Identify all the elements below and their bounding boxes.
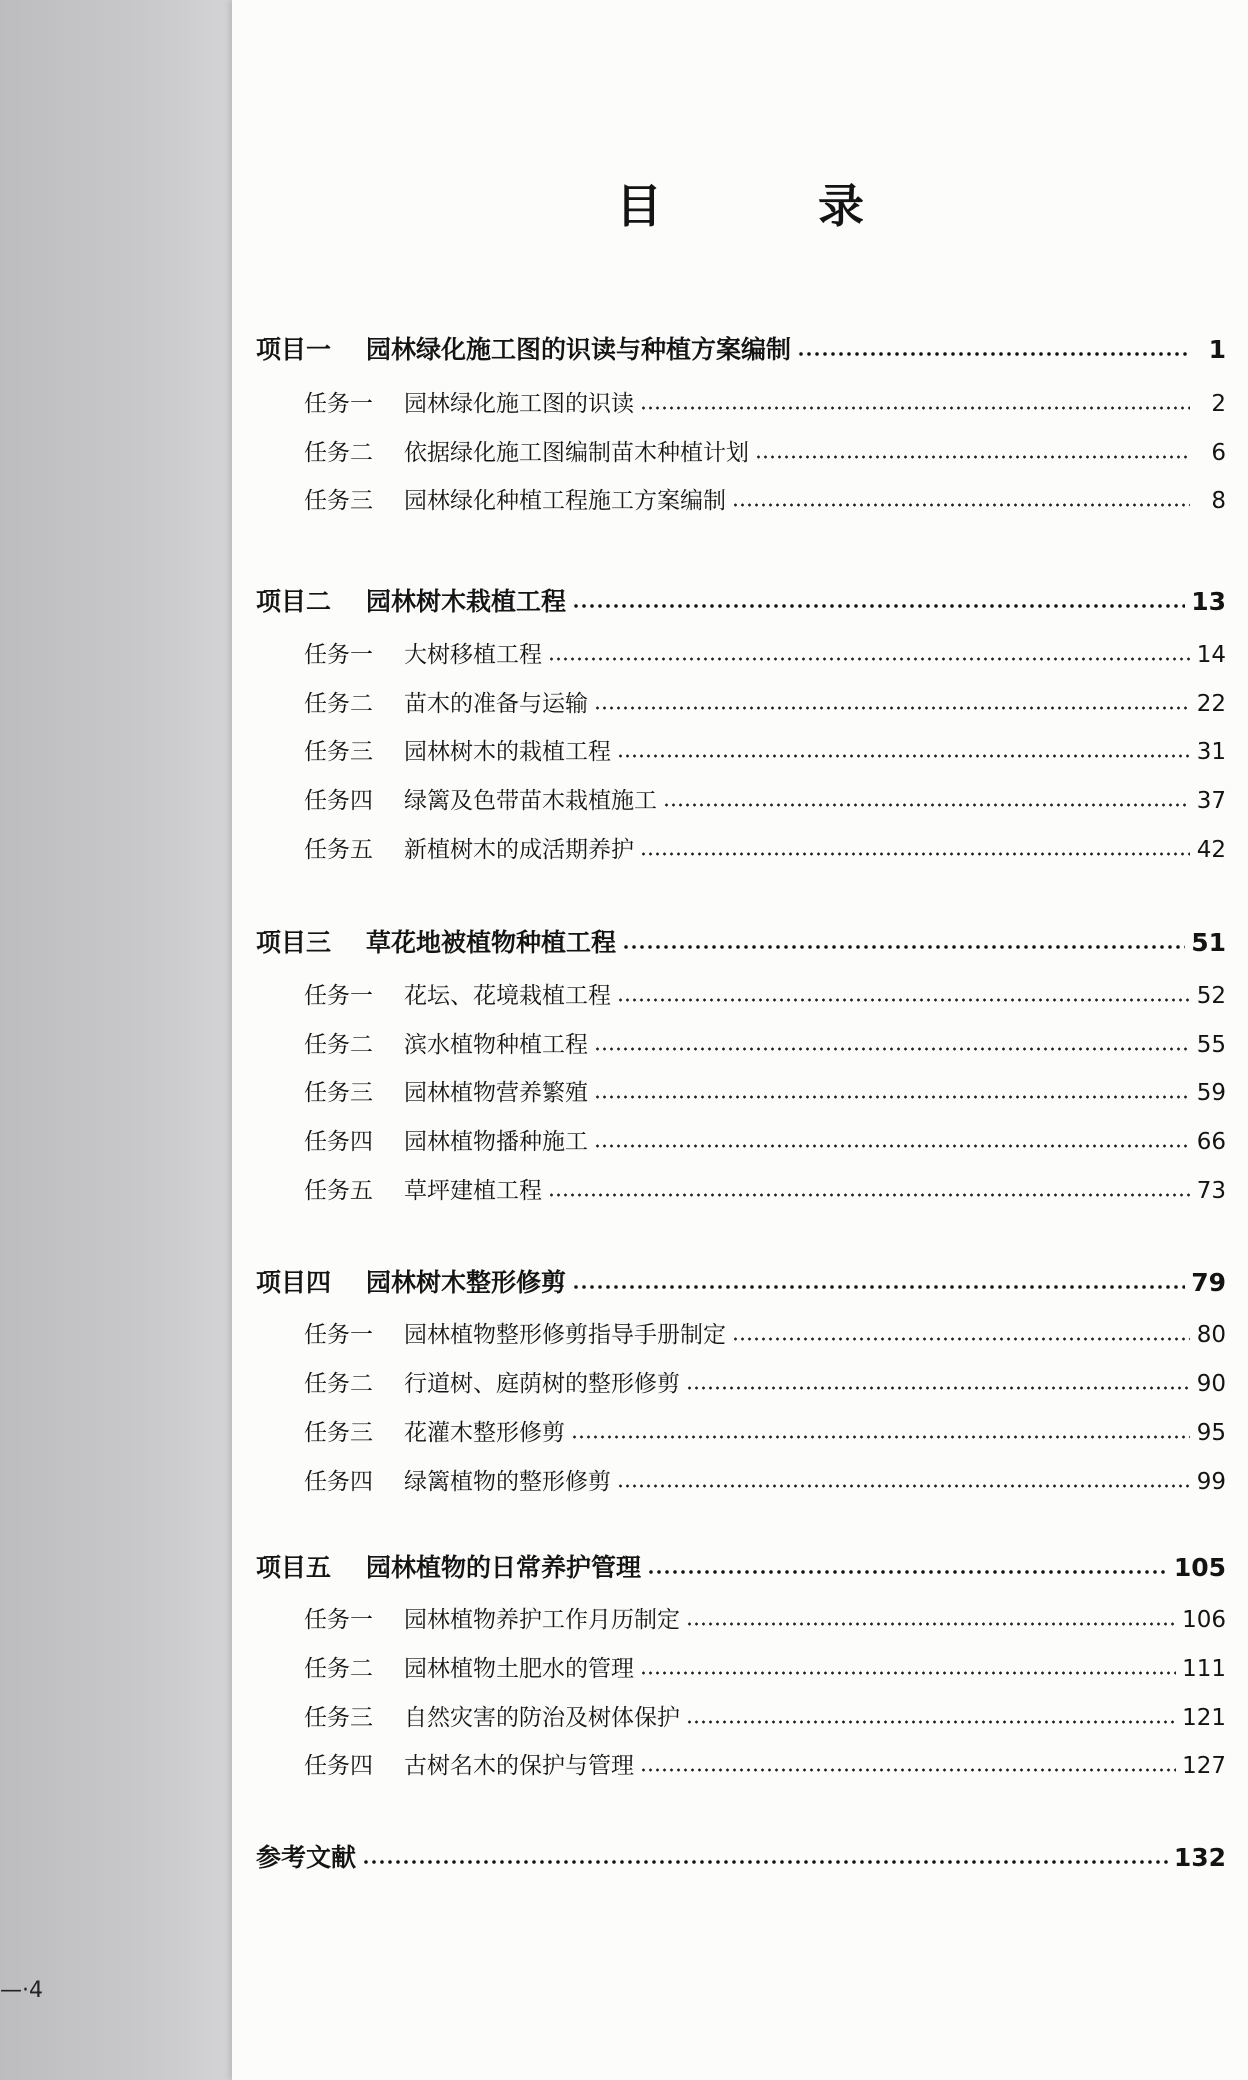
task-number: 任务四 — [304, 788, 373, 814]
page-number: 55 — [1196, 1032, 1226, 1058]
page-number: 105 — [1173, 1553, 1226, 1582]
task-number: 任务三 — [304, 1080, 373, 1106]
dot-leader — [594, 1047, 1190, 1051]
task-title: 园林植物播种施工 — [404, 1129, 588, 1155]
dot-leader — [686, 1386, 1190, 1390]
project-title: 园林树木栽植工程 — [366, 587, 567, 616]
dot-leader — [617, 998, 1190, 1002]
task-title: 依据绿化施工图编制苗木种植计划 — [404, 440, 749, 466]
toc-project-entry — [256, 1263, 1226, 1299]
task-number: 任务三 — [304, 1420, 373, 1446]
dot-leader — [640, 406, 1190, 410]
dot-leader — [640, 1768, 1176, 1772]
task-number: 任务二 — [304, 691, 373, 717]
task-number: 任务一 — [304, 642, 373, 668]
project-title: 草花地被植物种植工程 — [366, 928, 617, 957]
task-number: 任务四 — [304, 1129, 373, 1155]
toc-project-entry — [256, 582, 1226, 618]
page-number: 6 — [1211, 440, 1226, 466]
dot-leader — [362, 1860, 1168, 1864]
page-title: 目 录 — [615, 179, 934, 233]
toc-task-entry — [256, 636, 1226, 669]
toc-task-entry — [256, 1123, 1226, 1156]
task-number: 任务二 — [304, 440, 373, 466]
page-footer-number: —·4 — [0, 1978, 43, 2003]
dot-leader — [572, 1285, 1185, 1289]
task-title: 园林植物土肥水的管理 — [404, 1656, 634, 1682]
page-number: 52 — [1196, 983, 1226, 1009]
dot-leader — [732, 503, 1190, 507]
dot-leader — [617, 754, 1190, 758]
page-number: 90 — [1196, 1371, 1226, 1397]
project-number: 项目五 — [256, 1553, 332, 1582]
toc-task-entry — [256, 385, 1226, 418]
toc-project-entry — [256, 923, 1226, 959]
page-number: 121 — [1182, 1705, 1226, 1731]
page-number: 31 — [1196, 739, 1226, 765]
task-number: 任务五 — [304, 837, 373, 863]
task-title: 行道树、庭荫树的整形修剪 — [404, 1371, 680, 1397]
dot-leader — [594, 706, 1190, 710]
task-number: 任务一 — [304, 1322, 373, 1348]
dot-leader — [663, 803, 1190, 807]
page-number: 13 — [1191, 587, 1226, 616]
page-number: 2 — [1211, 391, 1226, 417]
toc-project-entry — [256, 1548, 1226, 1584]
task-number: 任务一 — [304, 1607, 373, 1633]
project-number: 项目四 — [256, 1268, 332, 1297]
page-number: 95 — [1196, 1420, 1226, 1446]
page-number: 73 — [1196, 1178, 1226, 1204]
dot-leader — [622, 945, 1185, 949]
page-number: 127 — [1182, 1753, 1226, 1779]
task-title: 园林植物养护工作月历制定 — [404, 1607, 680, 1633]
task-title: 花灌木整形修剪 — [404, 1420, 565, 1446]
project-title: 园林树木整形修剪 — [366, 1268, 567, 1297]
toc-task-entry — [256, 1026, 1226, 1059]
dot-leader — [640, 852, 1190, 856]
dot-leader — [686, 1622, 1176, 1626]
task-title: 大树移植工程 — [404, 642, 542, 668]
project-title: 园林植物的日常养护管理 — [366, 1553, 642, 1582]
page-number: 66 — [1196, 1129, 1226, 1155]
toc-task-entry — [256, 782, 1226, 815]
page-number: 59 — [1196, 1080, 1226, 1106]
task-number: 任务三 — [304, 1705, 373, 1731]
task-title: 园林绿化种植工程施工方案编制 — [404, 488, 726, 514]
task-title: 古树名木的保护与管理 — [404, 1753, 634, 1779]
dot-leader — [617, 1484, 1190, 1488]
page-number: 99 — [1196, 1469, 1226, 1495]
task-number: 任务二 — [304, 1656, 373, 1682]
page-number: 1 — [1208, 335, 1226, 364]
dot-leader — [548, 1193, 1190, 1197]
task-title: 园林树木的栽植工程 — [404, 739, 611, 765]
project-number: 项目二 — [256, 587, 332, 616]
task-title: 园林绿化施工图的识读 — [404, 391, 634, 417]
toc-task-entry — [256, 1172, 1226, 1205]
toc-task-entry — [256, 434, 1226, 467]
book-spine-shadow — [0, 0, 232, 2080]
toc-task-entry — [256, 482, 1226, 515]
toc-project-entry — [256, 330, 1226, 366]
task-title: 自然灾害的防治及树体保护 — [404, 1705, 680, 1731]
page-number: 22 — [1196, 691, 1226, 717]
task-number: 任务二 — [304, 1371, 373, 1397]
page-number: 14 — [1196, 642, 1226, 668]
task-title: 园林植物整形修剪指导手册制定 — [404, 1322, 726, 1348]
toc-task-entry — [256, 1747, 1226, 1780]
toc-task-entry — [256, 1365, 1226, 1398]
toc-task-entry — [256, 977, 1226, 1010]
task-title: 新植树木的成活期养护 — [404, 837, 634, 863]
task-title: 苗木的准备与运输 — [404, 691, 588, 717]
toc-task-entry — [256, 733, 1226, 766]
page-number: 106 — [1182, 1607, 1226, 1633]
dot-leader — [797, 352, 1190, 356]
toc-task-entry — [256, 1601, 1226, 1634]
dot-leader — [571, 1435, 1190, 1439]
toc-task-entry — [256, 831, 1226, 864]
dot-leader — [686, 1720, 1176, 1724]
task-title: 草坪建植工程 — [404, 1178, 542, 1204]
dot-leader — [572, 604, 1185, 608]
toc-task-entry — [256, 1699, 1226, 1732]
dot-leader — [548, 657, 1190, 661]
task-number: 任务五 — [304, 1178, 373, 1204]
project-title: 参考文献 — [256, 1843, 357, 1872]
task-number: 任务二 — [304, 1032, 373, 1058]
project-number: 项目一 — [256, 335, 332, 364]
task-title: 花坛、花境栽植工程 — [404, 983, 611, 1009]
dot-leader — [732, 1337, 1190, 1341]
task-title: 园林植物营养繁殖 — [404, 1080, 588, 1106]
page-number: 79 — [1191, 1268, 1226, 1297]
page-number: 37 — [1196, 788, 1226, 814]
toc-task-entry — [256, 1074, 1226, 1107]
toc-task-entry — [256, 1463, 1226, 1496]
task-number: 任务四 — [304, 1753, 373, 1779]
page-number: 42 — [1196, 837, 1226, 863]
task-number: 任务一 — [304, 983, 373, 1009]
task-number: 任务一 — [304, 391, 373, 417]
project-title: 园林绿化施工图的识读与种植方案编制 — [366, 335, 792, 364]
toc-task-entry — [256, 1414, 1226, 1447]
toc-task-entry — [256, 685, 1226, 718]
dot-leader — [594, 1095, 1190, 1099]
page-number: 111 — [1182, 1656, 1226, 1682]
toc-task-entry — [256, 1650, 1226, 1683]
dot-leader — [647, 1570, 1168, 1574]
project-number: 项目三 — [256, 928, 332, 957]
task-title: 绿篱植物的整形修剪 — [404, 1469, 611, 1495]
task-title: 滨水植物种植工程 — [404, 1032, 588, 1058]
page-number: 51 — [1191, 928, 1226, 957]
page-number: 8 — [1211, 488, 1226, 514]
task-number: 任务四 — [304, 1469, 373, 1495]
toc-references-entry — [256, 1838, 1226, 1874]
dot-leader — [594, 1144, 1190, 1148]
toc-task-entry — [256, 1316, 1226, 1349]
dot-leader — [755, 455, 1190, 459]
task-title: 绿篱及色带苗木栽植施工 — [404, 788, 657, 814]
page-number: 132 — [1173, 1843, 1226, 1872]
task-number: 任务三 — [304, 488, 373, 514]
page-number: 80 — [1196, 1322, 1226, 1348]
task-number: 任务三 — [304, 739, 373, 765]
dot-leader — [640, 1671, 1176, 1675]
